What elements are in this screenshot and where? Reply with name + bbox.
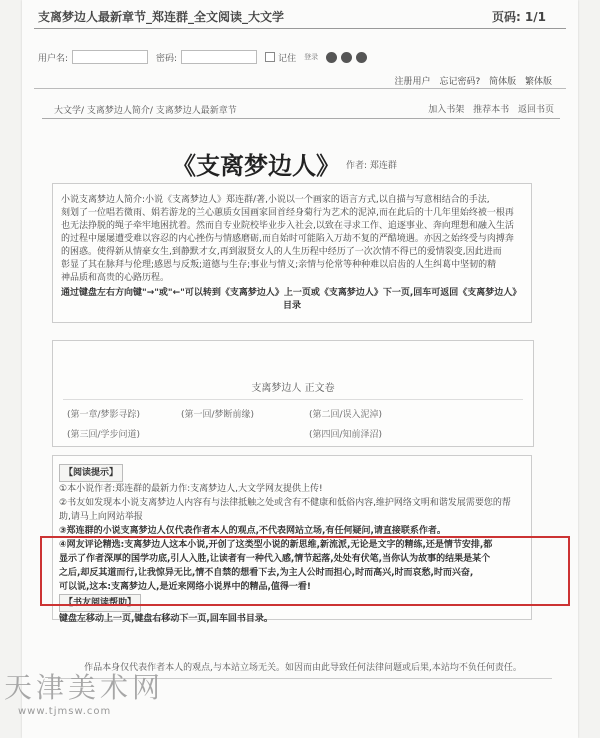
note-line: 可以说,这本:支离梦边人,是近来网络小说界中的精品,值得一看! — [59, 582, 311, 592]
note-line: 显示了作者深厚的国学功底,引人入胜,让读者有一种代入感,情节起落,处处有伏笔,当你认为故事的结果是某个 — [59, 554, 491, 564]
intro-box — [52, 183, 532, 323]
weibo-login-icon[interactable] — [341, 52, 352, 63]
recommend-button[interactable]: 推荐本书 — [473, 105, 510, 115]
password-input[interactable] — [181, 50, 257, 64]
watermark-logo: 天津美术网 — [4, 671, 165, 704]
intro-line: 小说支离梦边人简介:小说《支离梦边人》郑连群/著,小说以一个画家的语言方式,以自描与写意相结合的手法, — [61, 195, 490, 205]
note-line: ④网友评论精选:支离梦边人这本小说,开创了这类型小说的新思维,新流派,无论是文字的精练,还是情节安排,都 — [59, 540, 493, 550]
simplified-link[interactable]: 简体版 — [489, 77, 517, 87]
chapter-link[interactable]: (第三回/学步问道) — [67, 430, 141, 440]
login-bar — [38, 50, 371, 64]
footer-disclaimer: 作品本身仅代表作者本人的观点,与本站立场无关。如因而由此导致任何法律问题或后果,本站均不负任何责任。 — [84, 663, 522, 673]
intro-line: 的过程中屡屡遭受难以容忍的内心挫伤与情感磨砺,而自始时可能陷入万劫不复的严酷境遇。亦因之始终受与肉搏奔 — [61, 234, 514, 244]
breadcrumb-bar — [42, 100, 560, 119]
book-author: 作者: 郑连群 — [346, 161, 397, 171]
qq-login-icon[interactable] — [326, 52, 337, 63]
chapter-link[interactable]: (第一回/梦断前缘) — [181, 410, 255, 420]
watermark-url: www.tjmsw.com — [18, 706, 112, 717]
traditional-link[interactable]: 繁体版 — [524, 77, 552, 87]
note-line: 助,请马上向网站举报 — [59, 512, 143, 522]
page-title: 支离梦边人最新章节_郑连群_全文阅读_大文学 — [38, 10, 285, 24]
register-link[interactable]: 注册用户 — [394, 77, 431, 87]
chapter-link[interactable]: (第二回/误入泥淖) — [309, 410, 383, 420]
remember-checkbox[interactable] — [265, 52, 275, 62]
volume-title: 支离梦边人 正文卷 — [251, 383, 335, 394]
help-text: 键盘左移动上一页,键盘右移动下一页,回车回书目录。 — [59, 614, 273, 624]
chapter-link[interactable]: (第一章/梦影寻踪) — [67, 410, 141, 420]
help-heading: 【书友阅读帮助】 — [59, 594, 141, 612]
intro-line: 的困惑。使得新从情豪女生,到静默才女,再到淑贤女人的人生历程中经历了一次次情不得已的爱情裂变,因此进而 — [61, 247, 502, 257]
highlight-box — [40, 536, 570, 606]
book-title: 《支离梦边人》 — [172, 151, 340, 180]
nav-hint: 通过键盘左右方向键"→"或"←"可以转到《支离梦边人》上一页或《支离梦边人》下一页,回车可返回《支离梦边人》 — [61, 288, 522, 298]
intro-line: 彰显了其在脉拜与伦理;感恩与反叛;道德与生存;事业与情义;亲情与伦常等种种难以启齿的人生纠葛中坚韧的精 — [61, 260, 497, 270]
username-input[interactable] — [72, 50, 148, 64]
header-divider — [34, 28, 566, 29]
breadcrumb[interactable]: 大文学/ 支离梦边人简介/ 支离梦边人最新章节 — [54, 106, 237, 116]
intro-line: 刻划了一位唱若微雨、娟若游龙的兰心蕙质女国画家回首经身菊行为艺术的泥淖,而在此后的十几年里始终被一根再 — [61, 208, 514, 218]
intro-line: 也无法挣脱的绳子牵牢地困扰着。然而自专业院校毕业步入社会,以致在寻求工作、追逐事业、奔向理想和融入生活 — [61, 221, 514, 231]
volume-divider — [63, 399, 523, 400]
sina-login-icon[interactable] — [356, 52, 367, 63]
login-button[interactable]: 登录 — [304, 53, 319, 61]
username-label: 用户名: — [38, 53, 69, 64]
top-links — [389, 74, 552, 87]
volume-box — [52, 340, 534, 447]
topbar-divider — [34, 88, 566, 89]
intro-line: 神品质和高贵的心路历程。 — [61, 273, 170, 283]
note-line: ①本小说作者:郑连群的最新力作:支离梦边人,大文学网友提供上传! — [59, 484, 323, 494]
add-shelf-button[interactable]: 加入书架 — [428, 105, 465, 115]
chapter-link[interactable]: (第四回/知前泽沼) — [309, 430, 383, 440]
notes-heading: 【阅读提示】 — [59, 464, 123, 482]
remember-label: 记住 — [278, 53, 297, 64]
page-number: 页码: 1/1 — [491, 10, 546, 24]
note-line: 之后,却反其道而行,让我惊异无比,情不自禁的想看下去,为主人公时而担心,时而高兴,时而哀愁,时而兴奋, — [59, 568, 474, 578]
forgot-password-link[interactable]: 忘记密码? — [439, 77, 481, 87]
password-label: 密码: — [156, 53, 178, 64]
note-line: ②书友如发现本小说支离梦边人内容有与法律抵触之处或含有不健康和低俗内容,维护网络文明和谐发展需要您的帮 — [59, 498, 511, 508]
note-line: ③郑连群的小说支离梦边人仅代表作者本人的观点,不代表网站立场,有任何疑问,请直接联系作者。 — [59, 526, 446, 536]
directory-link[interactable]: 目录 — [282, 301, 301, 311]
book-actions — [422, 102, 554, 115]
back-home-button[interactable]: 返回书页 — [517, 105, 554, 115]
